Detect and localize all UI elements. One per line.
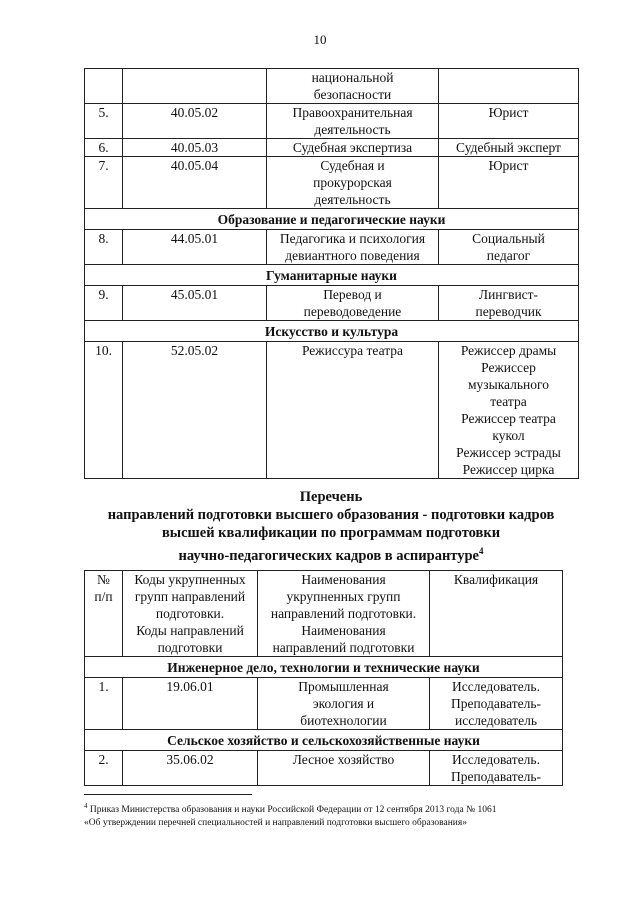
cell-line: Режиссер эстрады [456,445,561,460]
direction-code: 40.05.04 [123,157,267,209]
cell-line: музыкального [468,377,549,392]
specialties-table [84,68,579,479]
table-row [85,104,579,139]
heading-line: научно-педагогических кадров в аспирантуре$^4$ [178,546,484,564]
heading-line: высшей квалификации по программам подготовки [161,525,501,541]
row-number: 8. [85,230,123,265]
cell-line: деятельность [314,192,391,207]
qualification [439,230,579,265]
cell-line: Коды направлений [136,623,244,638]
table-row [85,286,579,321]
postgraduate-table [84,570,563,786]
cell-line: переводчик [475,304,542,319]
direction-name [267,69,439,104]
cell-line: Квалификация [453,572,539,587]
row-number: 1. [85,678,123,730]
qualification [439,157,579,209]
footnote-ref: 4 [478,546,484,556]
cell-line: подготовки. [155,606,225,621]
cell-line: Судебный эксперт [456,140,561,155]
page-number: 10 [313,32,327,47]
section-row [85,321,579,342]
qualification [439,139,579,157]
heading-line: направлений подготовки высшего образования - подготовки кадров [107,507,555,523]
direction-name [258,678,430,730]
cell-line: переводоведение [303,304,402,319]
direction-code: 44.05.01 [123,230,267,265]
cell-line: Исследователь. [452,679,540,694]
cell-line: педагог [486,248,531,263]
qualification [430,751,563,786]
header-name [258,571,430,657]
qualification [439,104,579,139]
cell-line: Юрист [488,158,529,173]
table-row [85,139,579,157]
direction-name [267,157,439,209]
cell-line: Лингвист- [478,287,539,302]
cell-line: п/п [94,589,113,604]
section-row [85,265,579,286]
table-row [85,69,579,104]
header-qualification [430,571,563,657]
direction-code: 19.06.01 [123,678,258,730]
table-row [85,751,563,786]
cell-line: безопасности [313,87,392,102]
cell-line: направлений подготовки. [270,606,417,621]
direction-name [267,104,439,139]
section-title: Сельское хозяйство и сельскохозяйственные науки [85,730,563,751]
cell-line: Юрист [488,105,529,120]
row-number: 6. [85,139,123,157]
direction-code [123,69,267,104]
cell-line: Наименования [301,572,386,587]
cell-line: кукол [492,428,525,443]
cell-line: Преподаватель- [450,769,542,784]
heading-title: Перечень [299,489,363,505]
direction-name [267,230,439,265]
cell-line: деятельность [314,122,391,137]
footnote-divider [84,794,252,795]
cell-line: Режиссер драмы [460,343,557,358]
header-code [123,571,258,657]
direction-code: 40.05.03 [123,139,267,157]
cell-line: театра [490,394,527,409]
direction-code: 40.05.02 [123,104,267,139]
cell-line: Режиссура театра [301,343,404,358]
footnote-line: «Об утверждении перечней специальностей и направлений подготовки высшего образования» [84,818,468,829]
direction-name [267,342,439,479]
section-row [85,657,563,678]
footnote-mark: 4 [84,802,88,810]
section-title: Искусство и культура [85,321,579,342]
cell-line: Перевод и [323,287,382,302]
cell-line: Наименования [301,623,386,638]
footnote [84,800,584,830]
cell-line: Судебная и [320,158,385,173]
row-number: 2. [85,751,123,786]
qualification [430,678,563,730]
cell-line: прокурорская [313,175,392,190]
cell-line: Промышленная [298,679,389,694]
direction-name [258,751,430,786]
section-title: Гуманитарные науки [85,265,579,286]
cell-line: Коды укрупненных [134,572,246,587]
qualification [439,342,579,479]
cell-line: Режиссер театра [461,411,556,426]
row-number: 9. [85,286,123,321]
cell-line: групп направлений [134,589,246,604]
direction-name [267,139,439,157]
footnote-line: $^4$ Приказ Министерства образования и науки Российской Федерации от 12 сентября 2013 года № 1061 [84,802,497,816]
section-row [85,730,563,751]
qualification [439,69,579,104]
table-row [85,157,579,209]
cell-line: Режиссер [481,360,536,375]
row-number: 7. [85,157,123,209]
cell-line: укрупненных групп [286,589,401,604]
table-row [85,678,563,730]
direction-code: 52.05.02 [123,342,267,479]
header-row [85,571,563,657]
header-number [85,571,123,657]
direction-name [267,286,439,321]
cell-line: экология и [312,696,375,711]
cell-line: Судебная экспертиза [292,140,413,155]
cell-line: Преподаватель- [450,696,542,711]
direction-code: 45.05.01 [123,286,267,321]
cell-line: биотехнологии [300,713,387,728]
cell-line: Правоохранительная [292,105,413,120]
direction-code: 35.06.02 [123,751,258,786]
qualification [439,286,579,321]
section-row [85,209,579,230]
cell-line: исследователь [454,713,537,728]
row-number: 5. [85,104,123,139]
cell-line: Социальный [472,231,545,246]
cell-line: направлений подготовки [272,640,415,655]
row-number: 10. [85,342,123,479]
cell-line: национальной [311,70,394,85]
list-heading [84,488,578,565]
cell-line: Режиссер цирка [462,462,555,477]
cell-line: Лесное хозяйство [292,752,395,767]
cell-line: девиантного поведения [285,248,420,263]
section-title: Инженерное дело, технологии и технические науки [85,657,563,678]
cell-line: Педагогика и психология [279,231,426,246]
cell-line: Исследователь. [452,752,540,767]
section-title: Образование и педагогические науки [85,209,579,230]
table-row [85,342,579,479]
row-number [85,69,123,104]
cell-line: № [97,572,110,587]
table-row [85,230,579,265]
cell-line: подготовки [157,640,223,655]
